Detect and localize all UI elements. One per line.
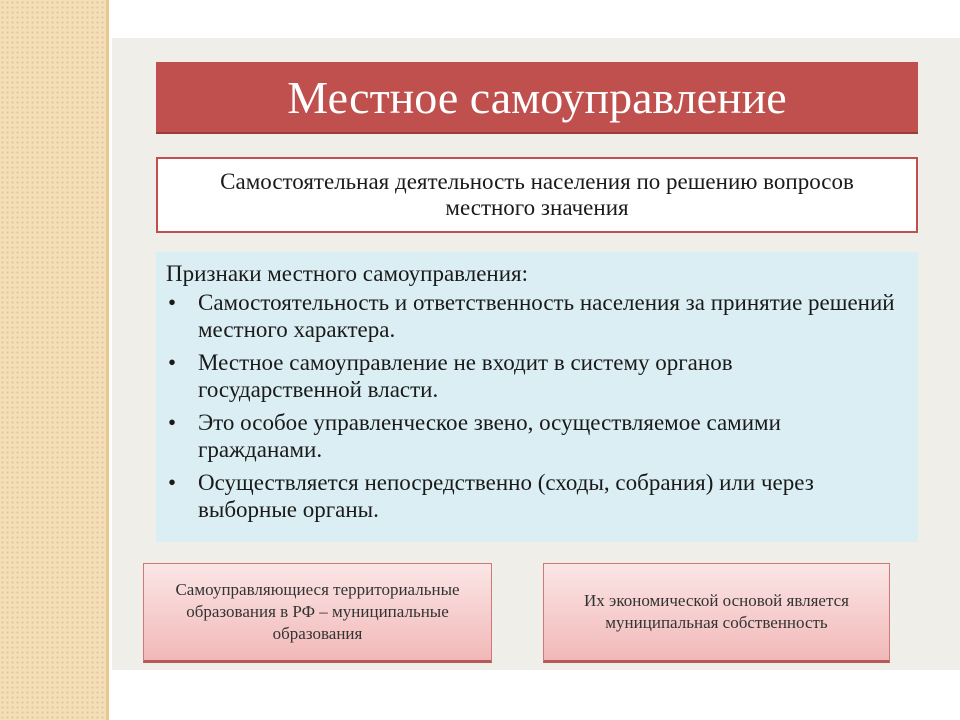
definition-text: Самостоятельная деятельность населения по решению вопросов местного значения [220,169,854,220]
signs-heading: Признаки местного самоуправления: [166,261,528,286]
signs-panel [156,252,918,542]
list-item-text: Осуществляется непосредственно (сходы, собрания) или через выборные органы. [198,470,814,522]
signs-list [166,289,898,523]
municipal-entities-text: Самоуправляющиеся территориальные образования в РФ – муниципальные образования [175,580,460,643]
bullet-icon: • [168,350,177,375]
bullet-icon: • [168,470,177,495]
list-item-text: Местное самоуправление не входит в систему органов государственной власти. [198,350,733,402]
definition-box [156,157,918,233]
economic-basis-box [543,563,890,663]
list-item [166,289,898,343]
municipal-entities-box [143,563,492,663]
decorative-side-strip [0,0,108,720]
list-item [166,349,898,403]
list-item [166,469,898,523]
list-item [166,409,898,463]
bullet-icon: • [168,410,177,435]
decorative-side-line [106,0,109,720]
list-item-text: Самостоятельность и ответственность населения за принятие решений местного характера. [198,290,895,342]
economic-basis-text: Их экономической основой является муниципальная собственность [584,591,849,632]
slide-title: Местное самоуправление [156,62,918,134]
list-item-text: Это особое управленческое звено, осуществляемое самими гражданами. [198,410,781,462]
bullet-icon: • [168,290,177,315]
